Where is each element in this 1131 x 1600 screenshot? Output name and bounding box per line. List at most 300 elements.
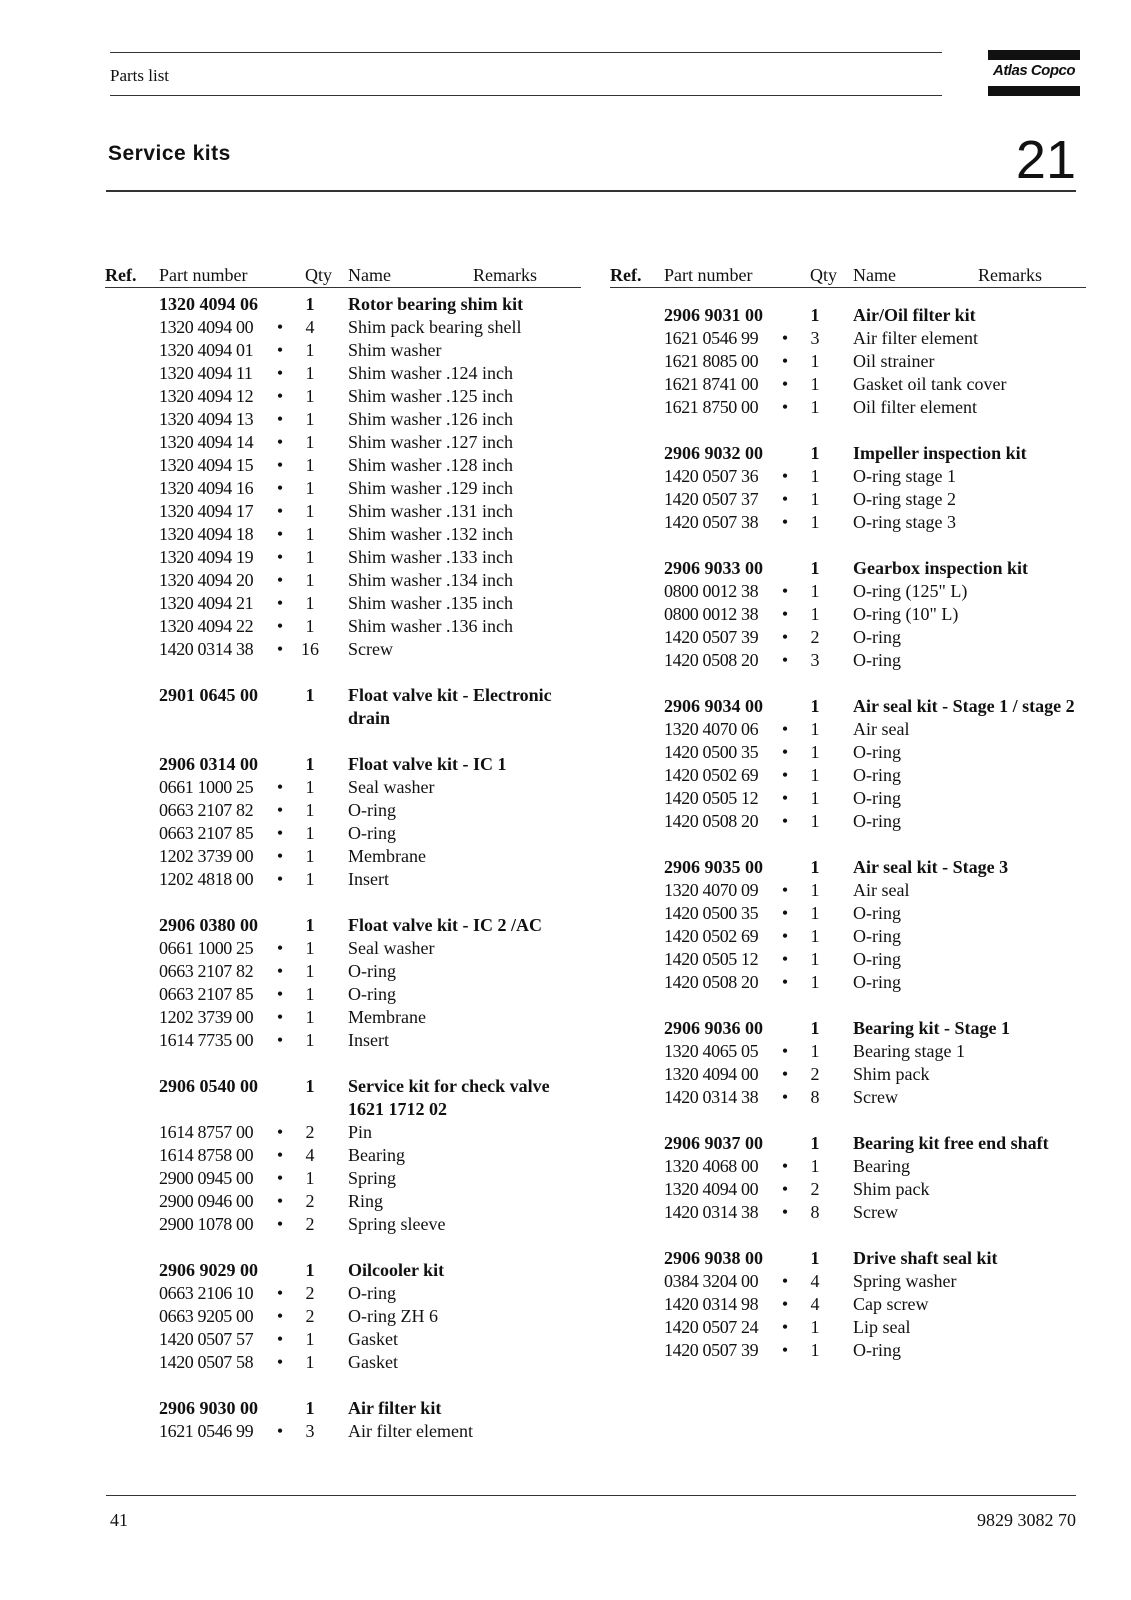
part-row: [105, 1305, 581, 1328]
kit-name: Impeller inspection kit: [853, 443, 1027, 463]
part-name: Shim washer .136 inch: [348, 616, 513, 636]
part-number: 1614 7735 00: [159, 1030, 254, 1050]
part-name: Pin: [348, 1122, 373, 1142]
part-row: [610, 810, 1086, 833]
header-ref: Ref.: [105, 265, 137, 285]
brand-logo: [988, 50, 1080, 96]
part-qty: 2: [305, 1122, 315, 1142]
kit-part-number: 2906 9036 00: [664, 1018, 763, 1038]
service-kit: [105, 753, 581, 891]
part-qty: 1: [810, 972, 820, 992]
bullet-marker: •: [276, 570, 284, 590]
logo-top-bar: [988, 50, 1080, 60]
part-qty: 16: [301, 639, 319, 659]
kit-part-number: 2906 9038 00: [664, 1248, 763, 1268]
bullet-marker: •: [781, 397, 789, 417]
kit-name: Drive shaft seal kit: [853, 1248, 998, 1268]
part-number: 1320 4070 06: [664, 719, 759, 739]
part-qty: 1: [305, 547, 315, 567]
part-name: O-ring: [348, 1283, 396, 1303]
bullet-marker: •: [276, 800, 284, 820]
part-number: 1320 4094 18: [159, 524, 254, 544]
part-row: [610, 327, 1086, 350]
service-kit: [610, 1132, 1086, 1224]
bullet-marker: •: [276, 547, 284, 567]
header-name: Name: [853, 265, 896, 285]
part-number: 1420 0314 38: [664, 1087, 759, 1107]
service-kit: [610, 1247, 1086, 1362]
part-name: O-ring (10" L): [853, 604, 959, 624]
service-kit: [610, 1017, 1086, 1109]
service-kit: [105, 684, 581, 730]
part-row: [610, 1086, 1086, 1109]
part-name: O-ring: [853, 811, 901, 831]
kit-qty: 1: [305, 915, 315, 935]
part-qty: 1: [810, 512, 820, 532]
bullet-marker: •: [781, 972, 789, 992]
kit-qty: 1: [810, 305, 820, 325]
part-row: [610, 1316, 1086, 1339]
part-qty: 2: [810, 1179, 820, 1199]
bullet-marker: •: [781, 627, 789, 647]
bullet-marker: •: [276, 317, 284, 337]
part-name: Shim washer: [348, 340, 442, 360]
bullet-marker: •: [276, 1283, 284, 1303]
part-qty: 1: [305, 938, 315, 958]
part-qty: 1: [305, 1007, 315, 1027]
part-qty: 1: [305, 616, 315, 636]
kit-header-row: [105, 1075, 581, 1121]
part-name: Shim washer .131 inch: [348, 501, 513, 521]
kit-qty: 1: [810, 857, 820, 877]
bullet-marker: •: [276, 1030, 284, 1050]
part-row: [105, 477, 581, 500]
part-name: O-ring stage 2: [853, 489, 956, 509]
part-qty: 1: [810, 397, 820, 417]
part-row: [105, 615, 581, 638]
bullet-marker: •: [276, 1007, 284, 1027]
part-name: O-ring ZH 6: [348, 1306, 438, 1326]
kit-name: Oilcooler kit: [348, 1260, 445, 1280]
part-qty: 1: [810, 742, 820, 762]
part-name: O-ring: [348, 984, 396, 1004]
part-name: Bearing: [348, 1145, 405, 1165]
bullet-marker: •: [781, 1340, 789, 1360]
part-row: [610, 1178, 1086, 1201]
part-number: 1420 0500 35: [664, 742, 759, 762]
part-row: [105, 776, 581, 799]
part-number: 1420 0507 39: [664, 1340, 759, 1360]
part-row: [105, 868, 581, 891]
part-number: 0663 2107 82: [159, 800, 254, 820]
kit-name: Gearbox inspection kit: [853, 558, 1029, 578]
kit-part-number: 2906 9033 00: [664, 558, 763, 578]
bullet-marker: •: [781, 1041, 789, 1061]
part-number: 1420 0507 24: [664, 1317, 759, 1337]
part-qty: 1: [305, 570, 315, 590]
part-number: 1320 4094 17: [159, 501, 254, 521]
part-name: Membrane: [348, 846, 426, 866]
service-kit: [610, 695, 1086, 833]
part-qty: 1: [810, 1340, 820, 1360]
bullet-marker: •: [781, 1064, 789, 1084]
part-number: 0663 2107 85: [159, 823, 254, 843]
part-row: [105, 1029, 581, 1052]
part-number: 1320 4094 13: [159, 409, 254, 429]
header-bottom-rule: [110, 95, 942, 96]
part-row: [105, 799, 581, 822]
kit-part-number: 2906 9029 00: [159, 1260, 258, 1280]
kit-part-number: 1320 4094 06: [159, 294, 258, 314]
part-name: Shim pack: [853, 1179, 930, 1199]
kit-header-row: [105, 1259, 581, 1282]
bullet-marker: •: [276, 1306, 284, 1326]
part-qty: 1: [305, 524, 315, 544]
part-qty: 1: [305, 961, 315, 981]
part-number: 0663 9205 00: [159, 1306, 254, 1326]
part-number: 1420 0314 38: [664, 1202, 759, 1222]
part-qty: 1: [810, 1317, 820, 1337]
kit-part-number: 2906 9030 00: [159, 1398, 258, 1418]
part-name: Gasket oil tank cover: [853, 374, 1007, 394]
logo-bottom-bar: [988, 86, 1080, 96]
kit-header-row: [105, 914, 581, 937]
part-number: 1420 0505 12: [664, 788, 759, 808]
part-row: [610, 879, 1086, 902]
part-name: O-ring (125" L): [853, 581, 968, 601]
part-name: Shim washer .129 inch: [348, 478, 513, 498]
part-qty: 1: [810, 374, 820, 394]
bullet-marker: •: [276, 777, 284, 797]
bullet-marker: •: [781, 811, 789, 831]
kit-part-number: 2906 9034 00: [664, 696, 763, 716]
part-number: 1420 0507 58: [159, 1352, 254, 1372]
part-qty: 1: [305, 478, 315, 498]
part-name: Screw: [348, 639, 393, 659]
part-qty: 1: [305, 823, 315, 843]
part-name: O-ring stage 3: [853, 512, 956, 532]
part-number: 1202 3739 00: [159, 846, 254, 866]
kit-name: Service kit for check valve 1621 1712 02: [348, 1076, 550, 1119]
part-name: O-ring: [853, 627, 901, 647]
part-qty: 1: [305, 1329, 315, 1349]
part-number: 0800 0012 38: [664, 581, 759, 601]
bullet-marker: •: [781, 880, 789, 900]
part-row: [610, 1293, 1086, 1316]
part-qty: 4: [810, 1294, 820, 1314]
part-row: [610, 718, 1086, 741]
part-row: [105, 1420, 581, 1443]
part-qty: 3: [305, 1421, 315, 1441]
bullet-marker: •: [276, 432, 284, 452]
bullet-marker: •: [276, 386, 284, 406]
part-row: [105, 1351, 581, 1374]
kit-name: Bearing kit - Stage 1: [853, 1018, 1010, 1038]
part-qty: 1: [810, 1156, 820, 1176]
part-number: 1420 0505 12: [664, 949, 759, 969]
part-name: O-ring: [853, 903, 901, 923]
kit-name: Float valve kit - Electronic drain: [348, 685, 552, 728]
part-qty: 1: [810, 926, 820, 946]
part-number: 1420 0508 20: [664, 811, 759, 831]
part-name: Oil strainer: [853, 351, 935, 371]
part-row: [610, 1270, 1086, 1293]
part-row: [105, 569, 581, 592]
header-ref: Ref.: [610, 265, 642, 285]
bullet-marker: •: [781, 489, 789, 509]
part-name: Air filter element: [853, 328, 978, 348]
part-number: 1320 4094 16: [159, 478, 254, 498]
bullet-marker: •: [781, 581, 789, 601]
part-number: 1420 0314 38: [159, 639, 254, 659]
kit-qty: 1: [305, 1260, 315, 1280]
part-qty: 3: [810, 650, 820, 670]
part-number: 0663 2107 85: [159, 984, 254, 1004]
part-number: 1420 0502 69: [664, 926, 759, 946]
table-header: [105, 262, 581, 288]
kit-part-number: 2906 9032 00: [664, 443, 763, 463]
part-name: Shim washer .128 inch: [348, 455, 513, 475]
kit-name: Float valve kit - IC 1: [348, 754, 507, 774]
kit-part-number: 2901 0645 00: [159, 685, 258, 705]
part-qty: 1: [305, 846, 315, 866]
part-number: 1320 4094 01: [159, 340, 254, 360]
kit-qty: 1: [305, 1398, 315, 1418]
service-kit: [105, 914, 581, 1052]
header-top-rule: [110, 52, 942, 53]
part-row: [610, 396, 1086, 419]
service-kit: [610, 856, 1086, 994]
kit-name: Bearing kit free end shaft: [853, 1133, 1049, 1153]
bullet-marker: •: [781, 1179, 789, 1199]
part-row: [610, 1040, 1086, 1063]
part-name: O-ring: [853, 788, 901, 808]
part-number: 1420 0507 38: [664, 512, 759, 532]
part-row: [610, 1155, 1086, 1178]
part-name: O-ring: [853, 742, 901, 762]
footer-rule: [106, 1495, 1076, 1496]
part-row: [105, 500, 581, 523]
part-qty: 2: [305, 1191, 315, 1211]
page-number: 41: [110, 1510, 128, 1530]
part-name: O-ring: [853, 926, 901, 946]
part-name: Shim washer .126 inch: [348, 409, 513, 429]
part-row: [105, 1190, 581, 1213]
part-row: [105, 1144, 581, 1167]
bullet-marker: •: [276, 846, 284, 866]
kit-name: Rotor bearing shim kit: [348, 294, 524, 314]
kit-qty: 1: [305, 754, 315, 774]
part-name: Bearing stage 1: [853, 1041, 965, 1061]
part-name: Shim washer .132 inch: [348, 524, 513, 544]
bullet-marker: •: [781, 351, 789, 371]
part-row: [610, 626, 1086, 649]
part-number: 1621 0546 99: [159, 1421, 254, 1441]
part-number: 1621 0546 99: [664, 328, 759, 348]
part-name: Oil filter element: [853, 397, 977, 417]
part-number: 1202 4818 00: [159, 869, 254, 889]
bullet-marker: •: [781, 1317, 789, 1337]
part-name: Ring: [348, 1191, 384, 1211]
kit-name: Float valve kit - IC 2 /AC: [348, 915, 542, 935]
part-name: O-ring: [853, 972, 901, 992]
part-row: [610, 764, 1086, 787]
bullet-marker: •: [781, 1087, 789, 1107]
bullet-marker: •: [276, 363, 284, 383]
bullet-marker: •: [781, 466, 789, 486]
part-number: 1320 4094 15: [159, 455, 254, 475]
part-row: [610, 1201, 1086, 1224]
part-number: 0800 0012 38: [664, 604, 759, 624]
part-number: 1420 0508 20: [664, 972, 759, 992]
section-label: Parts list: [110, 66, 170, 85]
part-qty: 8: [810, 1202, 820, 1222]
bullet-marker: •: [276, 409, 284, 429]
bullet-marker: •: [276, 616, 284, 636]
part-name: Shim pack bearing shell: [348, 317, 522, 337]
part-row: [610, 488, 1086, 511]
part-row: [105, 523, 581, 546]
bullet-marker: •: [781, 1156, 789, 1176]
service-kit: [105, 1397, 581, 1443]
part-row: [610, 580, 1086, 603]
part-name: O-ring: [348, 800, 396, 820]
part-number: 1320 4094 14: [159, 432, 254, 452]
part-name: Seal washer: [348, 777, 435, 797]
service-kit: [610, 442, 1086, 534]
kit-qty: 1: [305, 294, 315, 314]
kit-header-row: [610, 856, 1086, 879]
part-number: 1202 3739 00: [159, 1007, 254, 1027]
part-qty: 1: [305, 340, 315, 360]
part-number: 1420 0314 98: [664, 1294, 759, 1314]
part-number: 1420 0507 36: [664, 466, 759, 486]
kit-header-row: [610, 695, 1086, 718]
part-qty: 1: [305, 1168, 315, 1188]
part-qty: 1: [305, 501, 315, 521]
part-qty: 1: [305, 800, 315, 820]
kit-header-row: [610, 1247, 1086, 1270]
kit-list-left: [105, 288, 581, 1443]
header-remarks: Remarks: [473, 265, 537, 285]
part-qty: 8: [810, 1087, 820, 1107]
part-qty: 1: [810, 719, 820, 739]
part-name: Air seal: [853, 880, 910, 900]
part-qty: 1: [810, 903, 820, 923]
bullet-marker: •: [781, 650, 789, 670]
part-number: 1320 4094 12: [159, 386, 254, 406]
part-name: Membrane: [348, 1007, 426, 1027]
bullet-marker: •: [276, 1122, 284, 1142]
part-row: [105, 845, 581, 868]
service-kit: [610, 304, 1086, 419]
part-qty: 1: [305, 455, 315, 475]
part-number: 1621 8750 00: [664, 397, 759, 417]
kit-header-row: [610, 1017, 1086, 1040]
part-number: 1320 4094 00: [159, 317, 254, 337]
part-number: 1420 0500 35: [664, 903, 759, 923]
part-qty: 1: [305, 593, 315, 613]
part-qty: 1: [810, 1041, 820, 1061]
kit-part-number: 2906 0314 00: [159, 754, 258, 774]
bullet-marker: •: [781, 604, 789, 624]
part-name: Screw: [853, 1087, 898, 1107]
bullet-marker: •: [276, 869, 284, 889]
kit-header-row: [610, 304, 1086, 327]
kit-qty: 1: [810, 1248, 820, 1268]
part-row: [105, 408, 581, 431]
part-row: [610, 925, 1086, 948]
bullet-marker: •: [276, 984, 284, 1004]
part-qty: 3: [810, 328, 820, 348]
part-row: [610, 603, 1086, 626]
part-qty: 1: [305, 1030, 315, 1050]
part-row: [610, 350, 1086, 373]
part-number: 2900 1078 00: [159, 1214, 254, 1234]
kit-qty: 1: [305, 685, 315, 705]
part-name: Shim washer .134 inch: [348, 570, 513, 590]
bullet-marker: •: [276, 1421, 284, 1441]
part-row: [105, 431, 581, 454]
logo-wordmark: Atlas Copco: [992, 62, 1075, 79]
part-number: 1420 0507 57: [159, 1329, 254, 1349]
part-row: [105, 937, 581, 960]
part-number: 1320 4094 11: [159, 363, 253, 383]
bullet-marker: •: [276, 938, 284, 958]
header-name: Name: [348, 265, 391, 285]
part-row: [610, 741, 1086, 764]
bullet-marker: •: [781, 1202, 789, 1222]
bullet-marker: •: [781, 788, 789, 808]
part-name: Shim washer .133 inch: [348, 547, 513, 567]
part-qty: 1: [810, 788, 820, 808]
bullet-marker: •: [781, 1271, 789, 1291]
part-row: [105, 546, 581, 569]
kit-part-number: 2906 0380 00: [159, 915, 258, 935]
part-row: [105, 1328, 581, 1351]
bullet-marker: •: [276, 1145, 284, 1165]
bullet-marker: •: [276, 524, 284, 544]
part-row: [105, 822, 581, 845]
part-number: 1320 4094 19: [159, 547, 254, 567]
kit-list-right: [610, 288, 1086, 1362]
part-name: O-ring: [348, 823, 396, 843]
part-qty: 2: [810, 627, 820, 647]
part-qty: 2: [810, 1064, 820, 1084]
bullet-marker: •: [781, 512, 789, 532]
part-row: [105, 316, 581, 339]
part-number: 1621 8741 00: [664, 374, 759, 394]
part-number: 2900 0945 00: [159, 1168, 254, 1188]
bullet-marker: •: [276, 1329, 284, 1349]
part-number: 1320 4094 22: [159, 616, 254, 636]
part-number: 1320 4094 00: [664, 1064, 759, 1084]
bullet-marker: •: [276, 1352, 284, 1372]
part-qty: 2: [305, 1214, 315, 1234]
bullet-marker: •: [781, 765, 789, 785]
kit-header-row: [105, 684, 581, 730]
part-name: Bearing: [853, 1156, 910, 1176]
service-kit: [610, 557, 1086, 672]
part-row: [105, 1121, 581, 1144]
bullet-marker: •: [276, 1214, 284, 1234]
part-number: 1320 4070 09: [664, 880, 759, 900]
parts-table-right: [610, 262, 1086, 1385]
service-kit: [105, 293, 581, 661]
part-qty: 1: [305, 777, 315, 797]
kit-part-number: 2906 9035 00: [664, 857, 763, 877]
bullet-marker: •: [276, 478, 284, 498]
